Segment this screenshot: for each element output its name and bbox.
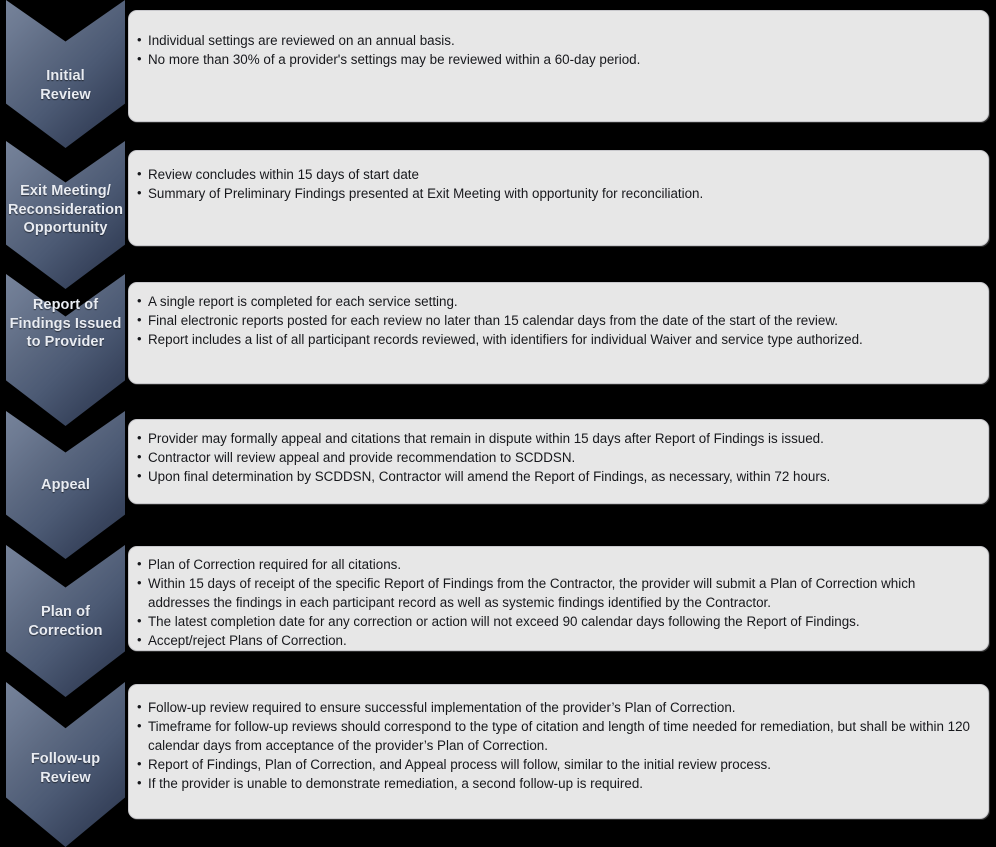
bullet-item: • If the provider is unable to demonstrate remediation, a second follow-up is required. bbox=[129, 774, 988, 793]
stage-panel-plan-of-correction bbox=[128, 546, 989, 651]
bullet-item: • Upon final determination by SCDDSN, Contractor will amend the Report of Findings, as necessary, within 72 hours. bbox=[129, 467, 988, 486]
stage-label-line: Review bbox=[40, 86, 91, 103]
stage-label-line: to Provider bbox=[26, 334, 105, 351]
stage-chevron-follow-up-review bbox=[6, 682, 125, 847]
bullet-item: • Accept/reject Plans of Correction. bbox=[129, 631, 988, 650]
bullet-list bbox=[129, 698, 988, 793]
stage-label-line: Initial bbox=[46, 68, 85, 84]
stage-label-line: Plan of bbox=[40, 604, 91, 620]
stage-label-line: Review bbox=[40, 769, 91, 786]
bullet-list bbox=[129, 292, 988, 349]
bullet-list bbox=[129, 165, 988, 203]
bullet-item: • Review concludes within 15 days of start date bbox=[129, 165, 988, 184]
stage-panel-exit-meeting-reconsideration-opportunity bbox=[128, 150, 989, 246]
bullet-item: • Within 15 days of receipt of the specific Report of Findings from the Contractor, the provider will submit a Plan of Correction which addresses the findings in each participant record as well as systemic findings identified by the Contractor. bbox=[129, 574, 988, 612]
stage-chevron-initial-review bbox=[6, 0, 125, 148]
stage-label-line: Opportunity bbox=[23, 220, 108, 237]
bullet-list bbox=[129, 429, 988, 486]
bullet-item: • Follow-up review required to ensure successful implementation of the provider’s Plan of Correction. bbox=[129, 698, 988, 717]
bullet-item: • Contractor will review appeal and provide recommendation to SCDDSN. bbox=[129, 448, 988, 467]
stage-label-line: Appeal bbox=[41, 477, 90, 493]
stage-panel-initial-review bbox=[128, 10, 989, 122]
bullet-list bbox=[129, 31, 988, 69]
stage-label-line: Correction bbox=[28, 622, 103, 639]
stage-panel-report-of-findings-issued-to-provider bbox=[128, 282, 989, 384]
stage-label-line: Report of bbox=[32, 297, 99, 313]
stage-chevron-plan-of-correction bbox=[6, 545, 125, 697]
stage-panel-follow-up-review bbox=[128, 684, 989, 819]
bullet-item: • Final electronic reports posted for each review no later than 15 calendar days from the date of the start of the review. bbox=[129, 311, 988, 330]
bullet-item: • No more than 30% of a provider's settings may be reviewed within a 60-day period. bbox=[129, 50, 988, 69]
bullet-item: • Report of Findings, Plan of Correction, and Appeal process will follow, similar to the initial review process. bbox=[129, 755, 988, 774]
stage-chevron-appeal bbox=[6, 411, 125, 559]
stage-label-line: Exit Meeting/ bbox=[20, 183, 111, 199]
bullet-item: • Provider may formally appeal and citations that remain in dispute within 15 days after Report of Findings is issued. bbox=[129, 429, 988, 448]
stage-chevron-report-of-findings-issued-to-provider bbox=[6, 274, 125, 426]
bullet-item: • A single report is completed for each service setting. bbox=[129, 292, 988, 311]
stage-panel-appeal bbox=[128, 419, 989, 504]
bullet-item: • Plan of Correction required for all citations. bbox=[129, 555, 988, 574]
bullet-item: • The latest completion date for any correction or action will not exceed 90 calendar days following the Report of Findings. bbox=[129, 612, 988, 631]
bullet-item: • Summary of Preliminary Findings presented at Exit Meeting with opportunity for reconciliation. bbox=[129, 184, 988, 203]
stage-label-line: Reconsideration bbox=[7, 201, 124, 218]
bullet-item: • Timeframe for follow-up reviews should correspond to the type of citation and length of time needed for remediation, but shall be within 120 calendar days from acceptance of the provider’s Plan of Correction. bbox=[129, 717, 988, 755]
stage-chevron-exit-meeting-reconsideration-opportunity bbox=[6, 141, 125, 289]
bullet-list bbox=[129, 555, 988, 650]
stage-label-line: Follow-up bbox=[30, 751, 101, 767]
bullet-item: • Individual settings are reviewed on an annual basis. bbox=[129, 31, 988, 50]
stage-label-line: Findings Issued bbox=[9, 315, 122, 332]
bullet-item: • Report includes a list of all participant records reviewed, with identifiers for individual Waiver and service type authorized. bbox=[129, 330, 988, 349]
